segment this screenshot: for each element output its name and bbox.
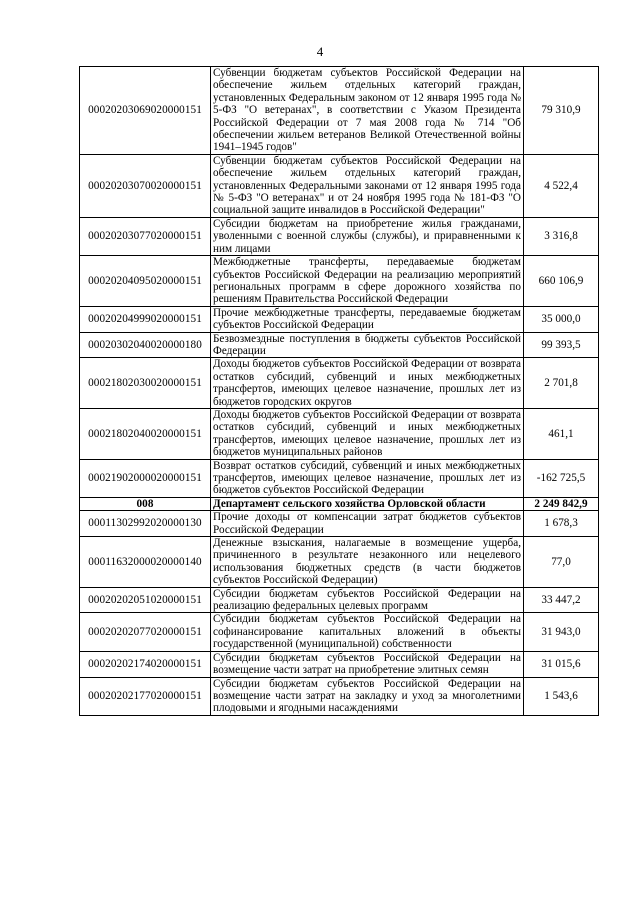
description-cell: Прочие межбюджетные трансферты, передаваемые бюджетам субъектов Российской Федерации xyxy=(211,306,524,332)
description-cell: Доходы бюджетов субъектов Российской Федерации от возврата остатков субсидий, субвенций и иных межбюджетных трансфертов, имеющих целевое назначение, прошлых лет из бюджетов муниципальных районов xyxy=(211,408,524,459)
description-cell: Безвозмездные поступления в бюджеты субъектов Российской Федерации xyxy=(211,332,524,358)
amount-cell: 79 310,9 xyxy=(524,67,599,155)
table-row xyxy=(80,677,599,715)
description-cell: Субвенции бюджетам субъектов Российской Федерации на обеспечение жильем отдельных категорий граждан, установленных Федеральными законами от 12 января 1995 года № 5-ФЗ "О ветеранах" и от 24 ноября 1995 года № 181-ФЗ "О социальной защите инвалидов в Российской Федерации" xyxy=(211,154,524,217)
table-row xyxy=(80,256,599,307)
table-row xyxy=(80,587,599,613)
budget-code-cell: 00020203077020000151 xyxy=(80,217,211,255)
budget-code-cell: 00021802030020000151 xyxy=(80,358,211,409)
budget-revenue-table xyxy=(79,66,599,716)
table-row xyxy=(80,537,599,588)
table-row xyxy=(80,332,599,358)
table-row xyxy=(80,358,599,409)
table-row xyxy=(80,217,599,255)
amount-cell: 1 543,6 xyxy=(524,677,599,715)
description-cell: Доходы бюджетов субъектов Российской Федерации от возврата остатков субсидий, субвенций и иных межбюджетных трансфертов, имеющих целевое назначение, прошлых лет из бюджетов городских округов xyxy=(211,358,524,409)
description-cell: Субсидии бюджетам субъектов Российской Федерации на возмещение части затрат на приобретение элитных семян xyxy=(211,651,524,677)
amount-cell: 99 393,5 xyxy=(524,332,599,358)
amount-cell: 31 015,6 xyxy=(524,651,599,677)
amount-cell: 3 316,8 xyxy=(524,217,599,255)
amount-cell: 2 701,8 xyxy=(524,358,599,409)
budget-code-cell: 00021802040020000151 xyxy=(80,408,211,459)
description-cell: Субвенции бюджетам субъектов Российской Федерации на обеспечение жильем отдельных категорий граждан, установленных Федеральным законом от 12 января 1995 года № 5-ФЗ "О ветеранах", в соответствии с Указом Президента Российской Федерации от 7 мая 2008 года № 714 "Об обеспечении жильем ветеранов Великой Отечественной войны 1941–1945 годов" xyxy=(211,67,524,155)
amount-cell: 1 678,3 xyxy=(524,511,599,537)
amount-cell: 35 000,0 xyxy=(524,306,599,332)
table-row xyxy=(80,613,599,651)
amount-cell: -162 725,5 xyxy=(524,459,599,497)
description-cell: Субсидии бюджетам субъектов Российской Федерации на возмещение части затрат на закладку и уход за многолетними плодовыми и ягодными насаждениями xyxy=(211,677,524,715)
amount-cell: 660 106,9 xyxy=(524,256,599,307)
table-row xyxy=(80,511,599,537)
table-row xyxy=(80,154,599,217)
description-cell: Денежные взыскания, налагаемые в возмещение ущерба, причиненного в результате незаконного или нецелевого использования бюджетных средств (в части бюджетов субъектов Российской Федерации) xyxy=(211,537,524,588)
budget-code-cell: 00020202051020000151 xyxy=(80,587,211,613)
budget-code-cell: 00020203069020000151 xyxy=(80,67,211,155)
description-cell: Межбюджетные трансферты, передаваемые бюджетам субъектов Российской Федерации на реализацию мероприятий региональных программ в сфере дорожного хозяйства по решениям Правительства Российской Федерации xyxy=(211,256,524,307)
budget-code-cell: 00020202177020000151 xyxy=(80,677,211,715)
budget-code-cell: 00011632000020000140 xyxy=(80,537,211,588)
description-cell: Прочие доходы от компенсации затрат бюджетов субъектов Российской Федерации xyxy=(211,511,524,537)
description-cell: Возврат остатков субсидий, субвенций и иных межбюджетных трансфертов, имеющих целевое назначение, прошлых лет из бюджетов субъектов Российской Федерации xyxy=(211,459,524,497)
amount-cell: 77,0 xyxy=(524,537,599,588)
budget-code-cell: 00020202077020000151 xyxy=(80,613,211,651)
table-row xyxy=(80,67,599,155)
budget-code-cell: 00020302040020000180 xyxy=(80,332,211,358)
department-name-cell: Департамент сельского хозяйства Орловской области xyxy=(211,497,524,510)
amount-cell: 33 447,2 xyxy=(524,587,599,613)
amount-cell: 31 943,0 xyxy=(524,613,599,651)
department-header-row xyxy=(80,497,599,510)
department-total-cell: 2 249 842,9 xyxy=(524,497,599,510)
budget-code-cell: 00021902000020000151 xyxy=(80,459,211,497)
amount-cell: 461,1 xyxy=(524,408,599,459)
budget-code-cell: 00020204999020000151 xyxy=(80,306,211,332)
budget-code-cell: 00020203070020000151 xyxy=(80,154,211,217)
department-code-cell: 008 xyxy=(80,497,211,510)
table-row xyxy=(80,651,599,677)
description-cell: Субсидии бюджетам субъектов Российской Федерации на реализацию федеральных целевых программ xyxy=(211,587,524,613)
amount-cell: 4 522,4 xyxy=(524,154,599,217)
budget-code-cell: 00020202174020000151 xyxy=(80,651,211,677)
page-number: 4 xyxy=(316,44,324,59)
table-row xyxy=(80,408,599,459)
table-row xyxy=(80,459,599,497)
table-row xyxy=(80,306,599,332)
description-cell: Субсидии бюджетам субъектов Российской Федерации на софинансирование капитальных вложений в объекты государственной (муниципальной) собственности xyxy=(211,613,524,651)
budget-code-cell: 00020204095020000151 xyxy=(80,256,211,307)
budget-code-cell: 00011302992020000130 xyxy=(80,511,211,537)
description-cell: Субсидии бюджетам на приобретение жилья гражданами, уволенными с военной службы (службы), и приравненными к ним лицами xyxy=(211,217,524,255)
